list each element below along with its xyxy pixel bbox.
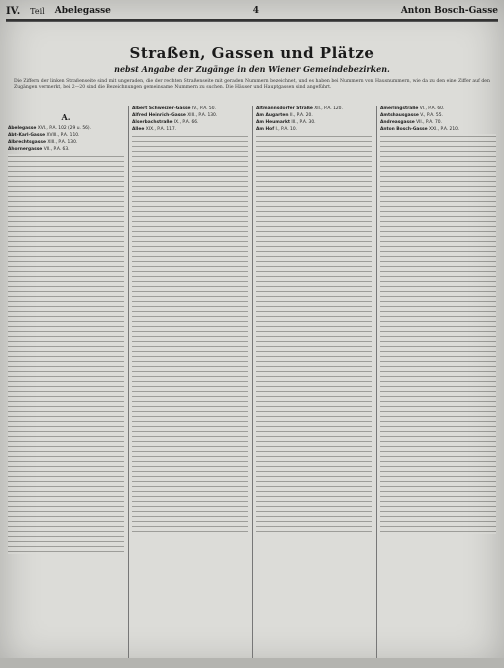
street-name: Abelegasse xyxy=(8,126,37,131)
text-lines xyxy=(256,134,372,534)
street-name: Ahornergasse xyxy=(8,147,43,153)
street-name: Amerlingstraße xyxy=(380,106,419,111)
street-entry xyxy=(8,147,124,152)
page-number: 4 xyxy=(252,6,259,16)
directory-columns xyxy=(8,106,496,658)
street-details: XIII., P.A. 130. xyxy=(45,140,78,146)
street-name: Albert Schweizer-Gasse xyxy=(132,106,191,111)
column-entries xyxy=(8,126,124,152)
street-name: Abt-Karl-Gasse xyxy=(8,133,46,139)
column-entries xyxy=(380,106,496,132)
street-entry xyxy=(8,133,124,138)
street-entry xyxy=(256,113,372,118)
street-entry xyxy=(132,120,248,125)
street-name: Amtshausgasse xyxy=(380,113,419,119)
street-entry xyxy=(380,106,496,111)
street-details: XIII., P.A. 130. xyxy=(185,113,218,119)
street-name: Am Hof xyxy=(256,127,275,133)
column-4 xyxy=(376,106,496,658)
street-details: V., P.A. 55. xyxy=(418,113,443,119)
header-rule xyxy=(6,19,498,22)
street-entry xyxy=(380,113,496,118)
street-name: Alfred Heinrich-Gasse xyxy=(132,113,186,119)
street-entry xyxy=(256,106,372,111)
street-name: Am Augarten xyxy=(256,113,289,119)
column-entries xyxy=(132,106,248,132)
street-details: I., P.A. 10. xyxy=(274,127,298,133)
street-entry xyxy=(8,126,124,131)
street-name: Altmannsdorfer Straße xyxy=(256,106,313,111)
street-details: VII., P.A. 63. xyxy=(42,147,70,153)
street-details: IX., P.A. 66. xyxy=(172,120,199,126)
street-details: XXI., P.A. 210. xyxy=(427,127,460,133)
street-details: VI., P.A. 60. xyxy=(418,106,445,111)
part-number: IV. xyxy=(6,5,21,17)
text-lines xyxy=(380,134,496,534)
column-2 xyxy=(128,106,248,658)
street-details: XII., P.A. 120. xyxy=(312,106,343,111)
street-details: VII., P.A. 70. xyxy=(414,120,442,126)
street-details: XVIII., P.A. 110. xyxy=(45,133,80,139)
street-details: III., P.A. 30. xyxy=(290,120,316,126)
street-details: IV., P.A. 50. xyxy=(190,106,216,111)
street-entry xyxy=(380,120,496,125)
page-subtitle: nebst Angabe der Zugänge in den Wiener Gemeindebezirken. xyxy=(114,64,390,74)
column-3 xyxy=(252,106,372,658)
street-entry xyxy=(380,127,496,132)
street-entry xyxy=(256,120,372,125)
street-name: Anton Bosch-Gasse xyxy=(380,127,428,133)
running-header xyxy=(6,4,498,18)
header-first-street: Abelegasse xyxy=(54,6,111,16)
street-name: Alserbachstraße xyxy=(132,120,173,126)
street-details: II., P.A. 20. xyxy=(288,113,313,119)
street-name: Andreasgasse xyxy=(380,120,415,126)
section-letter: A. xyxy=(61,112,71,122)
street-name: Albrechtsgasse xyxy=(8,140,46,146)
header-left xyxy=(6,6,111,17)
header-last-street: Anton Bosch-Gasse xyxy=(400,6,498,16)
street-name: Allee xyxy=(132,127,145,133)
street-entry xyxy=(132,113,248,118)
intro-paragraph: Die Ziffern der linken Straßenseite sind mit ungeraden, die der rechten Straßenseite mit geraden Nummern bezeichnet, und es haben bei Nummern von Hausnummern, wie da zu den eine Ziffer auf den Zugängen vermerkt, bei 2—20 sind die Bezeichnungen gemeinsame Nummern zu suchen. Die Häuser und Hauptgassen sind angeführt. xyxy=(14,79,490,90)
street-details: XVI., P.A. 102 (29 u. 56). xyxy=(36,126,92,131)
street-entry xyxy=(256,127,372,132)
text-lines xyxy=(8,154,124,554)
column-1 xyxy=(8,106,124,658)
street-name: Am Heumarkt xyxy=(256,120,291,126)
street-details: XIX., P.A. 117. xyxy=(144,127,177,133)
text-lines xyxy=(132,134,248,534)
street-entry xyxy=(132,106,248,111)
page-bottom-edge xyxy=(0,658,504,668)
page-title: Straßen, Gassen und Plätze xyxy=(129,44,375,62)
street-entry xyxy=(8,140,124,145)
column-entries xyxy=(256,106,372,132)
street-entry xyxy=(132,127,248,132)
part-label: Teil xyxy=(30,6,45,16)
